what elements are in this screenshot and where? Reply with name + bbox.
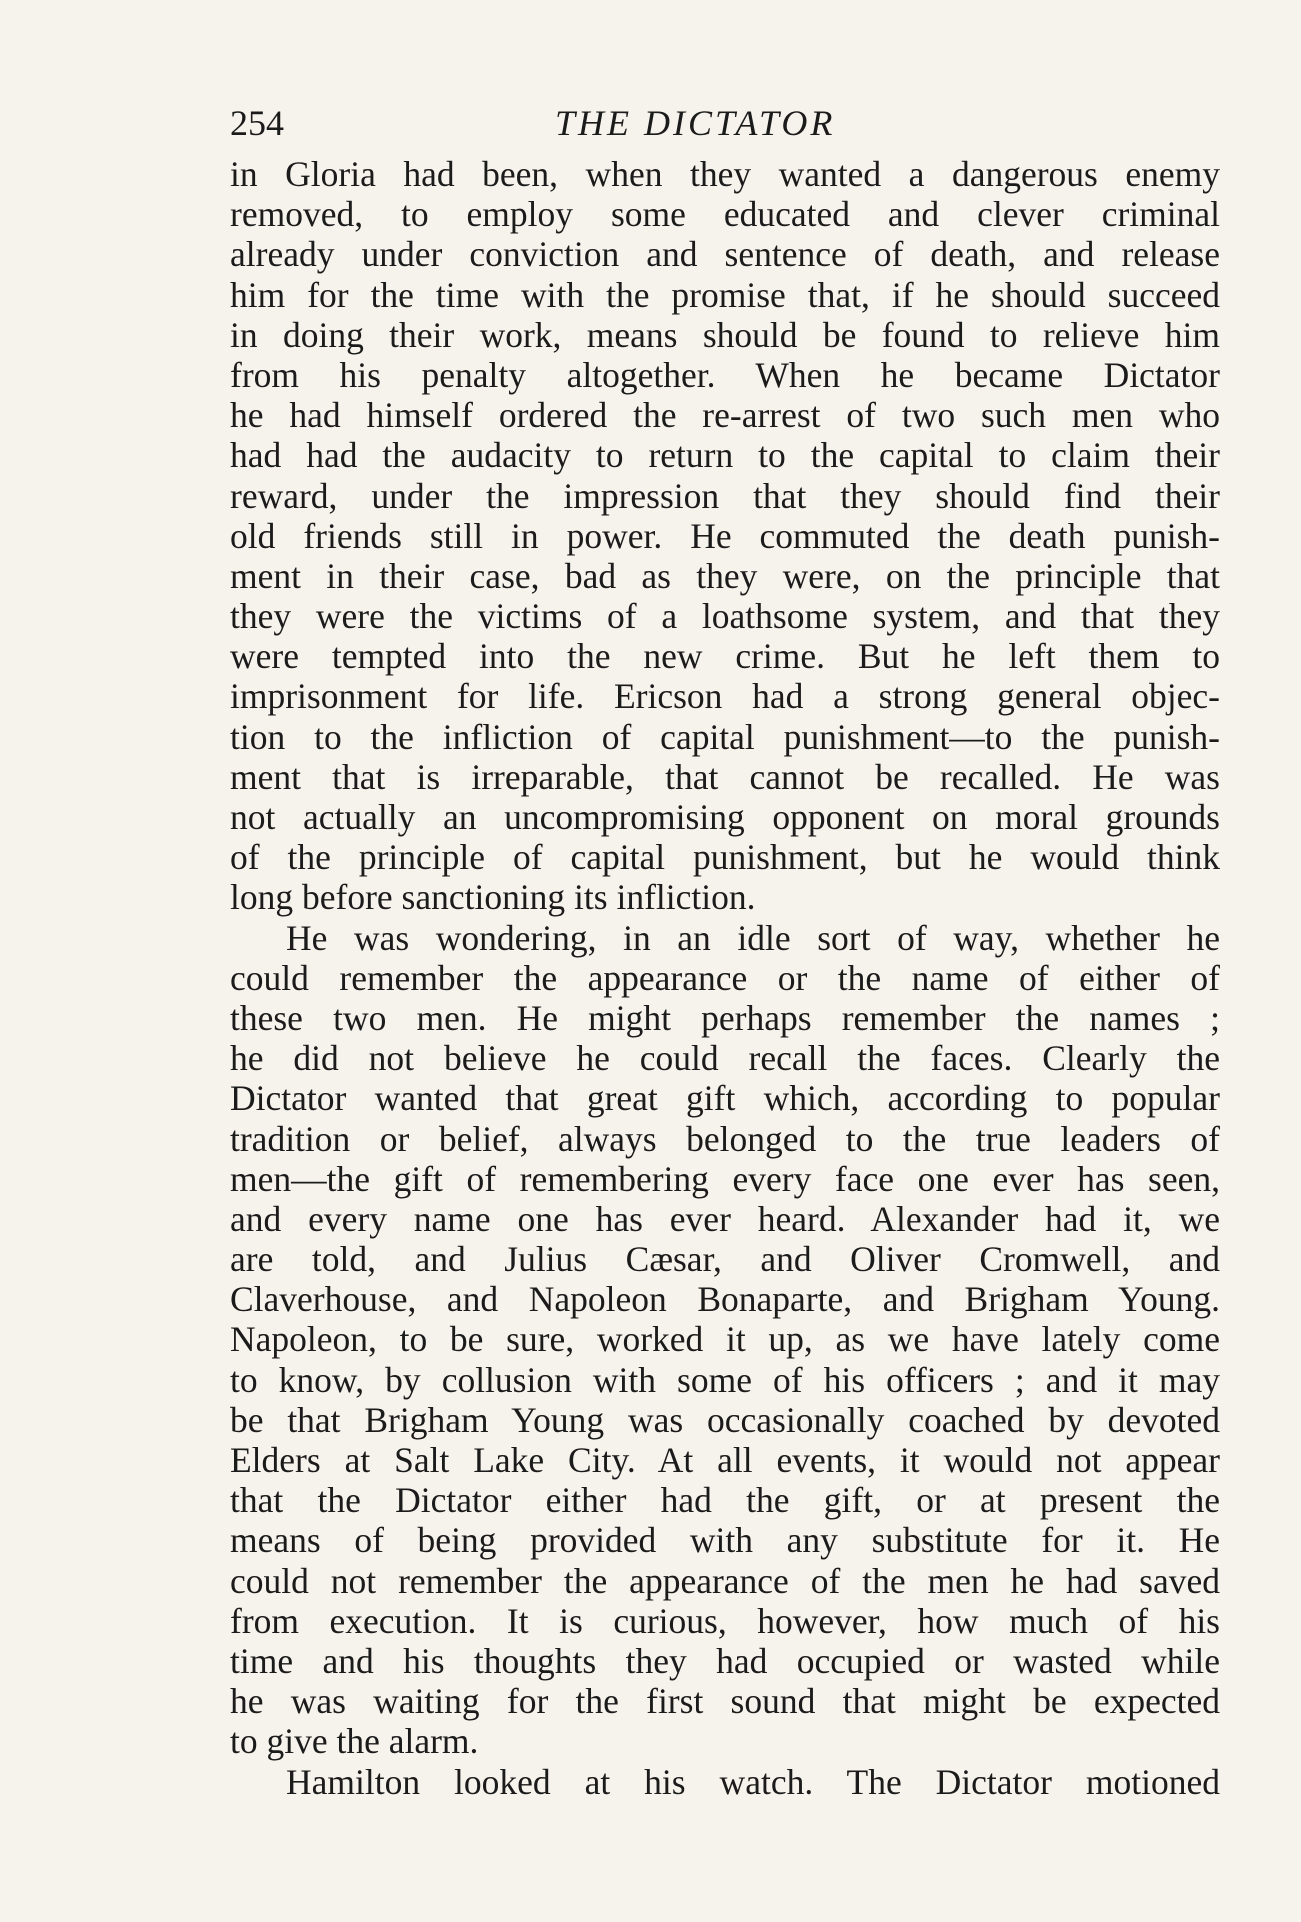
text-line: are told, and Julius Cæsar, and Oliver Cromwell, and	[230, 1239, 1220, 1280]
text-line: time and his thoughts they had occupied or wasted while	[230, 1640, 1220, 1681]
text-line: removed, to employ some educated and clever criminal	[230, 194, 1220, 235]
text-line: these two men. He might perhaps remember the names ;	[230, 997, 1220, 1038]
text-line: they were the victims of a loathsome system, and that they	[230, 596, 1220, 637]
text-line: already under conviction and sentence of death, and release	[230, 234, 1220, 275]
text-line: means of being provided with any substitute for it. He	[230, 1520, 1220, 1561]
text-line: could not remember the appearance of the men he had saved	[230, 1560, 1220, 1601]
text-line: from his penalty altogether. When he became Dictator	[230, 354, 1220, 395]
text-line: reward, under the impression that they should find their	[230, 475, 1220, 516]
text-line: in doing their work, means should be found to relieve him	[230, 314, 1220, 355]
text-line: not actually an uncompromising opponent on moral grounds	[230, 797, 1220, 837]
text-line: were tempted into the new crime. But he left them to	[230, 636, 1220, 677]
text-line: men—the gift of remembering every face one ever has seen,	[230, 1158, 1220, 1199]
text-line: to give the alarm.	[230, 1721, 479, 1762]
text-line: of the principle of capital punishment, but he would think	[230, 837, 1220, 878]
body-text	[230, 154, 1220, 1802]
paragraph-1	[230, 154, 1220, 918]
text-line: ment in their case, bad as they were, on the principle that	[230, 555, 1220, 596]
paragraph-3	[230, 1762, 1220, 1802]
text-line: that the Dictator either had the gift, or at present the	[230, 1480, 1220, 1521]
page-header	[230, 98, 1230, 148]
text-line: Dictator wanted that great gift which, according to popular	[230, 1078, 1220, 1119]
text-line: in Gloria had been, when they wanted a dangerous enemy	[230, 154, 1220, 194]
text-line: He was wondering, in an idle sort of way, whether he	[286, 917, 1220, 958]
text-line: long before sanctioning its infliction.	[230, 877, 756, 918]
text-line: to know, by collusion with some of his officers ; and it may	[230, 1359, 1220, 1400]
text-line: old friends still in power. He commuted the death punish-	[230, 515, 1220, 556]
running-head: THE DICTATOR	[555, 103, 836, 143]
text-line: had had the audacity to return to the capital to claim their	[230, 435, 1220, 476]
page-number: 254	[230, 103, 284, 143]
text-line: be that Brigham Young was occasionally coached by devoted	[230, 1399, 1220, 1440]
text-line: imprisonment for life. Ericson had a strong general objec-	[230, 676, 1220, 717]
text-line: him for the time with the promise that, if he should succeed	[230, 274, 1220, 315]
text-line: he did not believe he could recall the faces. Clearly the	[230, 1038, 1220, 1079]
text-line: Hamilton looked at his watch. The Dictator motioned	[286, 1761, 1220, 1802]
text-line: from execution. It is curious, however, how much of his	[230, 1600, 1220, 1641]
text-line: and every name one has ever heard. Alexander had it, we	[230, 1198, 1220, 1239]
text-line: ment that is irreparable, that cannot be recalled. He was	[230, 756, 1220, 797]
paragraph-2	[230, 918, 1220, 1762]
text-line: he had himself ordered the re-arrest of two such men who	[230, 395, 1220, 436]
text-line: Claverhouse, and Napoleon Bonaparte, and Brigham Young.	[230, 1279, 1220, 1320]
text-line: could remember the appearance or the name of either of	[230, 957, 1220, 998]
text-line: Napoleon, to be sure, worked it up, as we have lately come	[230, 1319, 1220, 1360]
text-line: he was waiting for the first sound that might be expected	[230, 1681, 1220, 1722]
text-line: tradition or belief, always belonged to the true leaders of	[230, 1118, 1220, 1159]
text-line: Elders at Salt Lake City. At all events, it would not appear	[230, 1440, 1220, 1480]
text-line: tion to the infliction of capital punishment—to the punish-	[230, 716, 1220, 757]
